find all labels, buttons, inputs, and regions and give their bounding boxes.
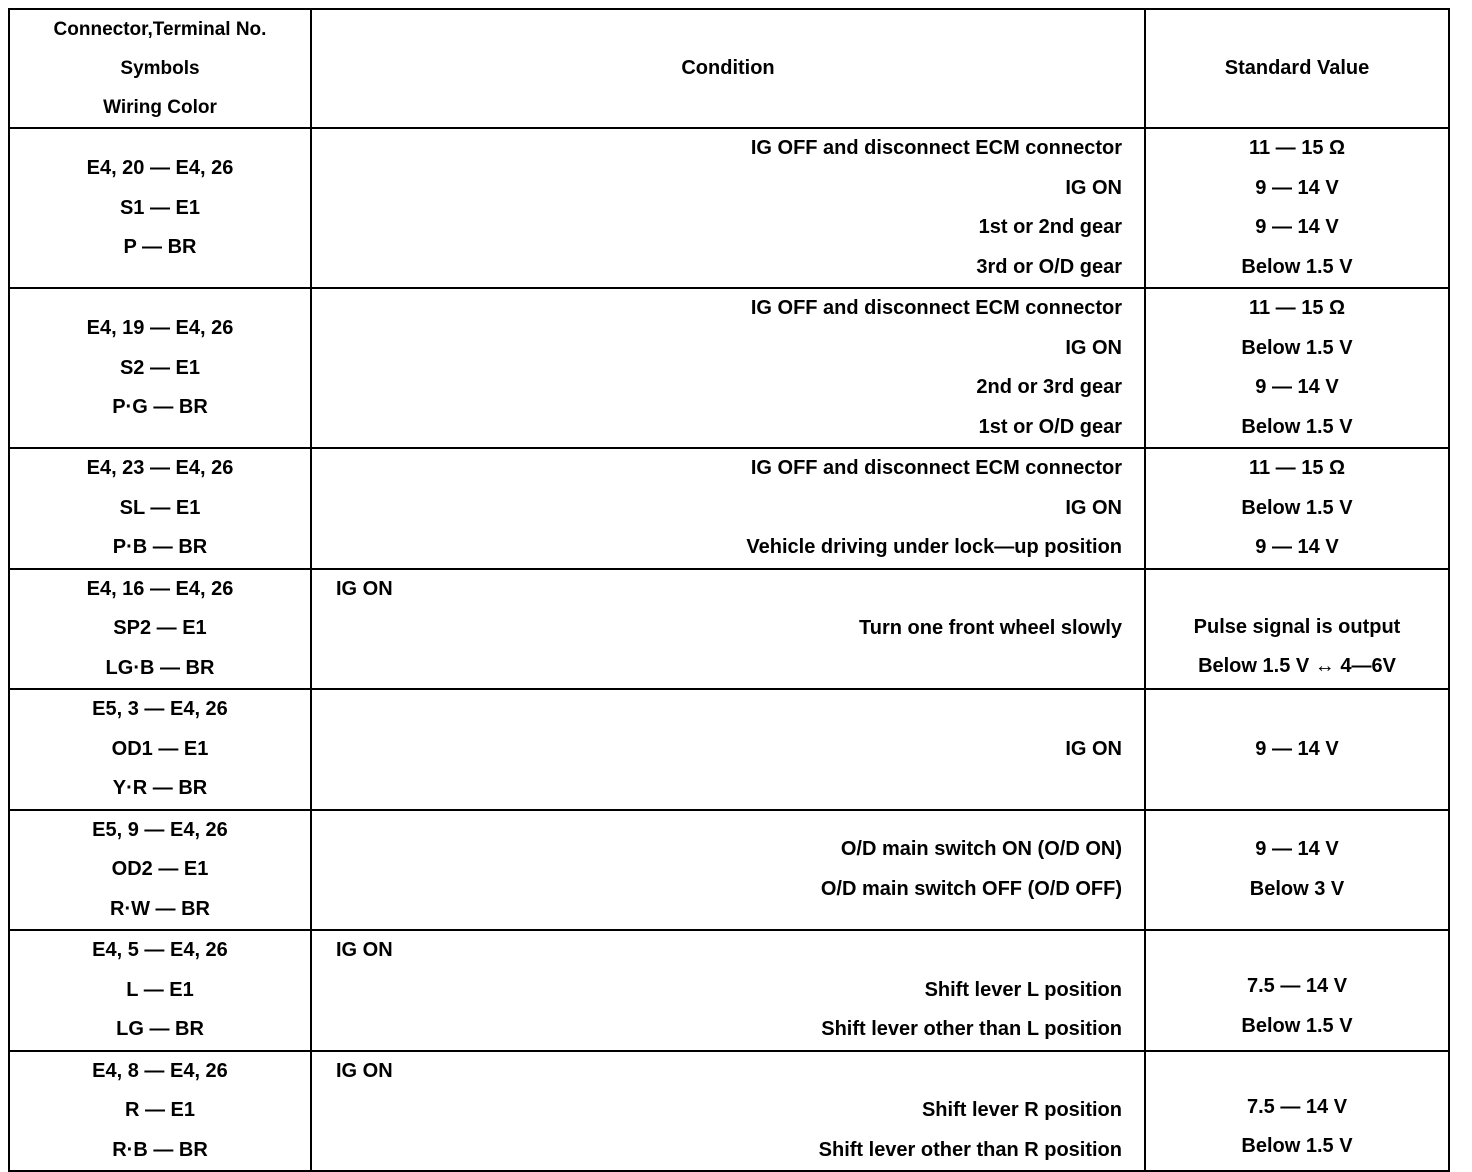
connector-terminal: E4, 23 — E4, 26	[86, 457, 234, 479]
connector-terminal: E4, 19 — E4, 26	[86, 317, 234, 339]
condition-cell	[311, 288, 1145, 448]
condition-text: 1st or O/D gear	[978, 415, 1122, 438]
terminal-symbols: SP2 — E1	[113, 617, 207, 639]
standard-value: Below 1.5 V	[1241, 415, 1353, 438]
terminal-column-header	[9, 9, 311, 128]
standard-value: Below 1.5 V ↔ 4—6V	[1198, 655, 1396, 677]
pre-condition-text: IG ON	[336, 1059, 393, 1082]
value-cell	[1145, 689, 1449, 810]
value-cell	[1145, 448, 1449, 569]
table-row	[9, 810, 1449, 931]
terminal-cell	[9, 288, 311, 448]
table-row	[9, 1051, 1449, 1172]
wiring-color: Y·R — BR	[112, 777, 208, 799]
wiring-color: R·W — BR	[110, 897, 210, 920]
condition-cell	[311, 689, 1145, 810]
standard-value: 9 — 14 V	[1255, 838, 1339, 861]
condition-cell	[311, 930, 1145, 1051]
standard-value: 9 — 14 V	[1255, 376, 1339, 398]
value-cell	[1145, 569, 1449, 690]
value-cell	[1145, 288, 1449, 448]
standard-value: Below 3 V	[1249, 877, 1345, 900]
condition-text: IG ON	[1065, 176, 1122, 199]
terminal-header-line: Connector,Terminal No.	[53, 19, 267, 40]
condition-cell	[311, 810, 1145, 931]
condition-cell	[311, 569, 1145, 690]
terminal-cell	[9, 689, 311, 810]
terminal-cell	[9, 810, 311, 931]
wiring-color: P·G — BR	[112, 396, 208, 418]
condition-cell	[311, 1051, 1145, 1172]
connector-terminal: E4, 16 — E4, 26	[86, 577, 234, 600]
standard-value: Below 1.5 V	[1241, 1135, 1353, 1157]
standard-value: 11 — 15 Ω	[1248, 137, 1346, 159]
standard-value-column-header: Standard Value	[1145, 9, 1449, 128]
value-cell	[1145, 1051, 1449, 1172]
standard-value: 11 — 15 Ω	[1248, 297, 1346, 319]
connector-terminal: E4, 20 — E4, 26	[86, 157, 234, 179]
condition-text: Shift lever L position	[924, 978, 1122, 1001]
value-cell	[1145, 810, 1449, 931]
standard-value: Below 1.5 V	[1241, 1014, 1353, 1037]
wiring-color: P·B — BR	[112, 536, 208, 558]
standard-value: Below 1.5 V	[1241, 336, 1353, 359]
wiring-color: LG·B — BR	[105, 656, 215, 679]
condition-text: Shift lever other than L position	[821, 1018, 1122, 1040]
connector-terminal: E5, 3 — E4, 26	[92, 698, 228, 720]
condition-text: IG ON	[1065, 496, 1122, 519]
standard-value: 7.5 — 14 V	[1246, 1095, 1348, 1118]
table-row	[9, 569, 1449, 690]
wiring-color: LG — BR	[116, 1018, 204, 1040]
condition-text: O/D main switch ON (O/D ON)	[840, 838, 1122, 861]
condition-text: Vehicle driving under lock—up position	[746, 536, 1122, 558]
terminal-symbols: S1 — E1	[119, 196, 201, 219]
table-row	[9, 448, 1449, 569]
condition-text: O/D main switch OFF (O/D OFF)	[820, 877, 1122, 900]
terminal-spec-table	[8, 8, 1450, 1172]
terminal-cell	[9, 128, 311, 288]
condition-cell	[311, 448, 1145, 569]
terminal-cell	[9, 1051, 311, 1172]
condition-text: IG OFF and disconnect ECM connector	[750, 297, 1122, 319]
value-cell	[1145, 128, 1449, 288]
header-row	[9, 9, 1449, 128]
standard-value: 9 — 14 V	[1255, 176, 1339, 199]
condition-text: 2nd or 3rd gear	[976, 376, 1122, 398]
terminal-symbols: OD2 — E1	[111, 858, 209, 880]
connector-terminal: E5, 9 — E4, 26	[92, 818, 228, 841]
condition-text: IG ON	[1065, 336, 1122, 359]
standard-value: Below 1.5 V	[1241, 255, 1353, 278]
condition-column-header: Condition	[311, 9, 1145, 128]
value-cell	[1145, 930, 1449, 1051]
standard-value: 9 — 14 V	[1255, 737, 1339, 760]
condition-text: IG ON	[1065, 737, 1122, 760]
standard-value: 9 — 14 V	[1255, 216, 1339, 238]
condition-cell	[311, 128, 1145, 288]
wiring-color: P — BR	[123, 236, 197, 258]
table-row	[9, 128, 1449, 288]
condition-text: IG OFF and disconnect ECM connector	[750, 137, 1122, 159]
terminal-header-line: Wiring Color	[103, 97, 217, 118]
condition-text: 1st or 2nd gear	[978, 216, 1122, 238]
condition-text: 3rd or O/D gear	[976, 255, 1122, 278]
standard-value: 9 — 14 V	[1255, 536, 1339, 558]
terminal-cell	[9, 930, 311, 1051]
terminal-symbols: SL — E1	[119, 496, 201, 519]
pre-condition-text: IG ON	[336, 577, 393, 600]
standard-value: 7.5 — 14 V	[1246, 975, 1348, 997]
wiring-color: R·B — BR	[112, 1138, 208, 1161]
condition-text: Turn one front wheel slowly	[859, 617, 1122, 639]
standard-value: 11 — 15 Ω	[1248, 457, 1346, 479]
condition-text: Shift lever R position	[921, 1099, 1122, 1121]
terminal-header-line: Symbols	[120, 58, 200, 79]
terminal-symbols: S2 — E1	[119, 356, 201, 379]
standard-value: Pulse signal is output	[1193, 615, 1401, 638]
condition-text: Shift lever other than R position	[818, 1138, 1122, 1161]
connector-terminal: E4, 5 — E4, 26	[92, 939, 228, 961]
terminal-cell	[9, 448, 311, 569]
table-row	[9, 930, 1449, 1051]
terminal-symbols: OD1 — E1	[111, 737, 209, 760]
terminal-symbols: R — E1	[124, 1099, 196, 1121]
terminal-symbols: L — E1	[126, 978, 194, 1001]
table-row	[9, 288, 1449, 448]
terminal-cell	[9, 569, 311, 690]
condition-text: IG OFF and disconnect ECM connector	[750, 457, 1122, 479]
standard-value: Below 1.5 V	[1241, 496, 1353, 519]
connector-terminal: E4, 8 — E4, 26	[92, 1059, 228, 1082]
table-row	[9, 689, 1449, 810]
pre-condition-text: IG ON	[336, 939, 393, 961]
